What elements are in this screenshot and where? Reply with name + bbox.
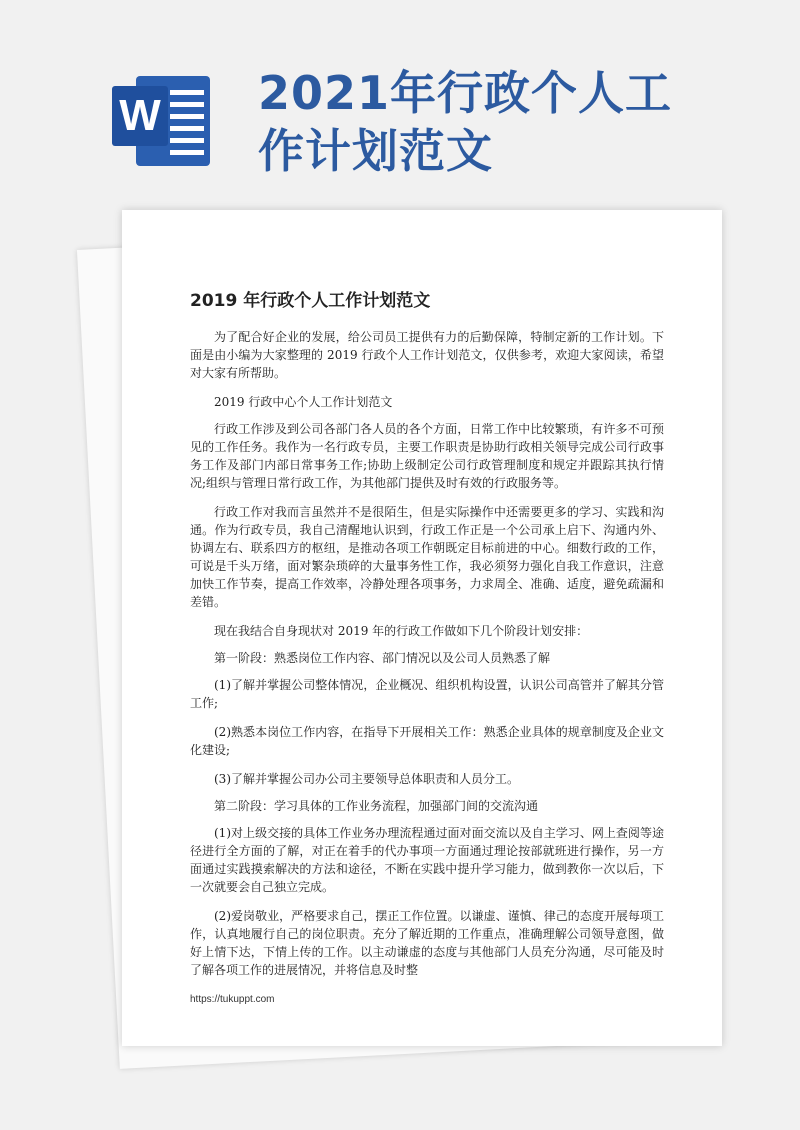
document-sheet	[122, 210, 722, 1046]
footer-url: https://tukuppt.com	[190, 994, 275, 1005]
document-body	[190, 328, 664, 990]
paragraph: 为了配合好企业的发展，给公司员工提供有力的后勤保障，特制定新的工作计划。下面是由小编为大家整理的 2019 行政个人工作计划范文，仅供参考，欢迎大家阅读，希望对大家有所帮助。	[190, 330, 664, 380]
list-item: (1)对上级交接的具体工作业务办理流程通过面对面交流以及自主学习、网上查阅等途径进行全方面的了解，对正在着手的代办事项一方面通过理论按部就班进行操作，另一方面通过实践摸索解决的方法和途径，不断在实践中提升学习能力，做到教你一次以后，下一次就要会自己独立完成。	[190, 826, 664, 894]
page-title-line2: 作计划范文	[258, 124, 493, 178]
word-document-icon	[112, 68, 212, 168]
stage-heading: 第一阶段：熟悉岗位工作内容、部门情况以及公司人员熟悉了解	[214, 651, 551, 665]
paragraph: 行政工作对我而言虽然并不是很陌生，但是实际操作中还需要更多的学习、实践和沟通。作为行政专员，我自己清醒地认识到，行政工作正是一个公司承上启下、沟通内外、协调左右、联系四方的枢纽，是推动各项工作朝既定目标前进的中心。细数行政的工作，可说是千头万绪，面对繁杂琐碎的大量事务性工作，我必须努力强化自我工作意识，注意加快工作节奏，提高工作效率，冷静处理各项事务，力求周全、准确、适度，避免疏漏和差错。	[190, 505, 664, 609]
list-item: (2)爱岗敬业，严格要求自己，摆正工作位置。以谦虚、谨慎、律己的态度开展每项工作，认真地履行自己的岗位职责。充分了解近期的工作重点，准确理解公司领导意图，做好上情下达，下情上传的工作。以主动谦虚的态度与其他部门人员充分沟通，尽可能及时了解各项工作的进展情况，并将信息及时整	[190, 909, 664, 977]
section-heading: 2019 行政中心个人工作计划范文	[214, 395, 393, 409]
list-item: (2)熟悉本岗位工作内容，在指导下开展相关工作：熟悉企业具体的规章制度及企业文化建设;	[190, 725, 664, 757]
list-item: (1)了解并掌握公司整体情况，企业概况、组织机构设置，认识公司高管并了解其分管工作;	[190, 678, 664, 710]
word-letter-badge: W	[112, 86, 168, 146]
paragraph: 行政工作涉及到公司各部门各人员的各个方面，日常工作中比较繁琐，有许多不可预见的工作任务。我作为一名行政专员，主要工作职责是协助行政相关领导完成公司行政事务工作及部门内部日常事务工作;协助上级制定公司行政管理制度和规定并跟踪其执行情况;组织与管理日常行政工作，为其他部门提供及时有效的行政服务等。	[190, 422, 664, 490]
stage-heading: 第二阶段：学习具体的工作业务流程，加强部门间的交流沟通	[214, 799, 539, 813]
page-title	[258, 64, 718, 180]
paragraph: 现在我结合自身现状对 2019 年的行政工作做如下几个阶段计划安排：	[214, 624, 589, 638]
page-title-line1: 2021年行政个人工	[258, 66, 673, 120]
document-title: 2019 年行政个人工作计划范文	[190, 291, 431, 311]
list-item: (3)了解并掌握公司办公司主要领导总体职责和人员分工。	[214, 772, 520, 786]
